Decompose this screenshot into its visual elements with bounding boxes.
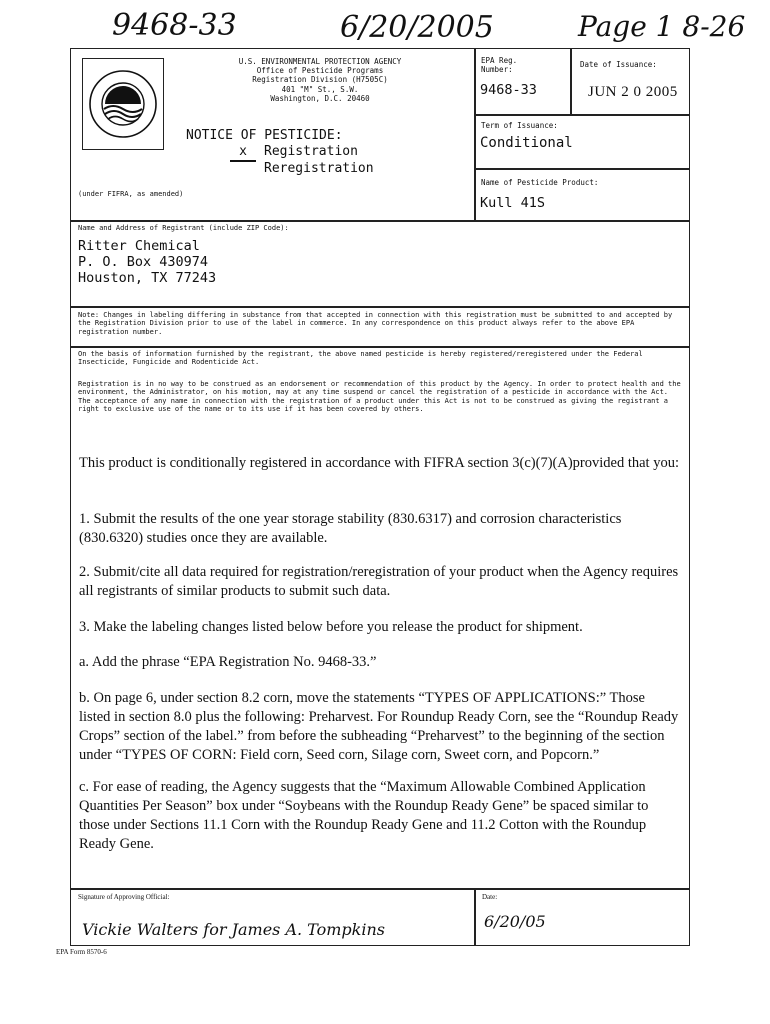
condition-item: 1. Submit the results of the one year storage stability (830.6317) and corrosion characteristics (830.6320) studies once they are available.: [79, 511, 622, 546]
disclaimer-statement: Registration is in no way to be construed as an endorsement or recommendation of this product by the Agency. In order to protect health and the environment, the Administrator, on his motion, may at any time suspend or cancel the registration of a pesticide in accordance with the Act. The acceptance of any name in connection with the registration of a product under this Act is not to be construed as giving the registrant a right to exclusive use of the name or to its use if it has been covered by others.: [78, 380, 681, 414]
agency-line: Washington, D.C. 20460: [270, 93, 370, 103]
registrant-line: Ritter Chemical: [78, 238, 200, 254]
registrant-address: [78, 238, 216, 286]
date-label: Date:: [482, 893, 498, 901]
issuance-label: Date of Issuance:: [580, 60, 657, 69]
condition-item: b. On page 6, under section 8.2 corn, move the statements “TYPES OF APPLICATIONS:” Those listed in section 8.0 plus the following: Preharvest. For Roundup Ready Corn, see the “Roundup Ready Crops” section of the label.” from before the subheading “Preharvest” to the beginning of the section under “TYPES OF CORN: Field corn, Seed corn, Silage corn, Sweet corn, and Popcorn.”: [79, 690, 679, 763]
agency-line: Registration Division (H7505C): [252, 75, 388, 85]
handwritten-page: Page 1 8-26: [578, 10, 746, 43]
product-name-value: Kull 41S: [480, 195, 546, 211]
reregistration-checkbox: [230, 161, 256, 162]
registrant-line: P. O. Box 430974: [78, 254, 209, 270]
issuance-stamp: JUN 2 0 2005: [588, 84, 678, 100]
form-number: EPA Form 8570-6: [56, 948, 107, 956]
labeling-note: Note: Changes in labeling differing in substance from that accepted in connection with this registration must be submitted to and accepted by the Registration Division prior to use of the label in commerce. In any correspondence on this product always refer to the above EPA registration number.: [78, 311, 673, 336]
epa-seal-box: [82, 58, 164, 150]
condition-item: c. For ease of reading, the Agency suggests that the “Maximum Allowable Combined Application Quantities Per Season” box under “Soybeans with the Roundup Ready Gene” be spaced similar to those under Sections 11.1 Corn with the Roundup Ready Gene and 11.2 Cotton with the Roundup Ready Gene.: [79, 779, 649, 852]
agency-line: Office of Pesticide Programs: [256, 66, 384, 76]
agency-line: 401 "M" St., S.W.: [281, 84, 359, 94]
registration-label: Registration: [264, 144, 358, 159]
epa-reg-label-line1: EPA Reg.: [481, 56, 518, 65]
agency-line: U.S. ENVIRONMENTAL PROTECTION AGENCY: [238, 57, 402, 66]
product-name-label: Name of Pesticide Product:: [481, 178, 599, 187]
condition-item: 3. Make the labeling changes listed below before you release the product for shipment.: [79, 619, 583, 635]
handwritten-date: 6/20/2005: [340, 10, 494, 45]
epa-reg-label-line2: Number:: [481, 65, 513, 74]
signature-date: 6/20/05: [484, 912, 546, 931]
registrant-line: Houston, TX 77243: [78, 270, 217, 286]
notice-title: NOTICE OF PESTICIDE:: [186, 128, 343, 143]
term-value: Conditional: [480, 135, 573, 151]
condition-item: 2. Submit/cite all data required for registration/reregistration of your product when the Agency requires all registrants of similar products to submit such data.: [79, 564, 679, 599]
signature-label: Signature of Approving Official:: [78, 893, 170, 901]
epa-reg-value: 9468-33: [480, 82, 537, 98]
fifra-note: (under FIFRA, as amended): [78, 190, 184, 198]
registration-mark: x: [239, 144, 247, 159]
epa-reg-label: [481, 56, 517, 74]
registration-checkbox: [230, 144, 256, 161]
epa-seal-icon: [83, 59, 163, 149]
handwritten-reg-number: 9468-33: [112, 8, 237, 43]
agency-address: [170, 57, 470, 103]
reregistration-label: Reregistration: [264, 161, 374, 176]
registrant-label: Name and Address of Registrant (include ZIP Code):: [78, 224, 289, 232]
condition-item: a. Add the phrase “EPA Registration No. 9468-33.”: [79, 654, 377, 670]
conditions-intro: This product is conditionally registered in accordance with FIFRA section 3(c)(7)(A)provided that you:: [79, 455, 679, 471]
official-signature: Vickie Walters for James A. Tompkins: [82, 920, 385, 939]
term-label: Term of Issuance:: [481, 121, 558, 130]
basis-statement: On the basis of information furnished by the registrant, the above named pesticide is hereby registered/reregistered under the Federal Insecticide, Fungicide and Rodenticide Act.: [78, 350, 643, 367]
